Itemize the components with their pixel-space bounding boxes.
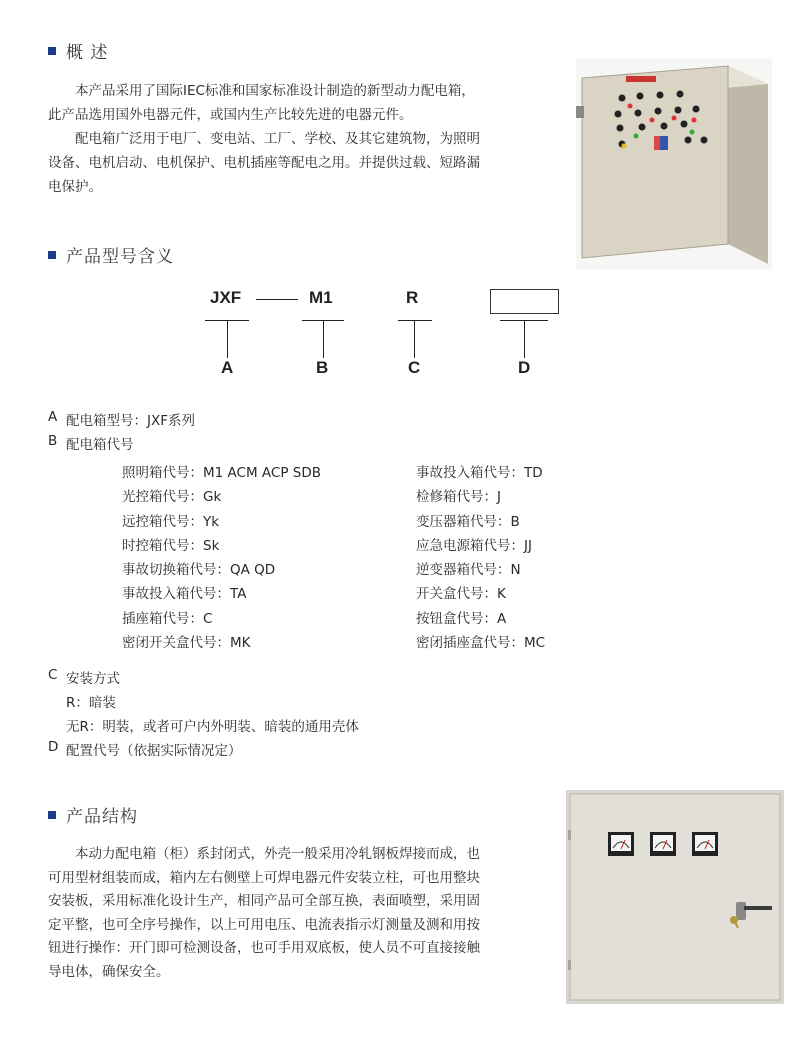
bracket-d-stem — [524, 320, 525, 358]
overview-paragraph — [48, 79, 548, 199]
box-codes-right-column — [416, 461, 545, 655]
box-code-item: 密闭开关盒代号：MK — [122, 635, 251, 652]
box-code-item: 照明箱代号：M1 ACM ACP SDB — [122, 465, 321, 481]
box-code-item: 应急电源箱代号：JJ — [416, 537, 532, 554]
product-photo-cabinet — [566, 790, 784, 1004]
def-letter-d: D — [48, 739, 59, 755]
bracket-c — [398, 320, 432, 321]
box-code-item: 逆变器箱代号：N — [416, 562, 521, 579]
overview-line: 配电箱广泛用于电厂、变电站、工厂、学校、及其它建筑物，为照明 — [75, 131, 480, 147]
structure-line: 定平整，也可全序号操作，以上可用电压、电流表指示灯测量及测和用按 — [48, 916, 480, 933]
model-letter-d: D — [518, 358, 531, 377]
structure-title: 产品结构 — [66, 807, 138, 827]
distribution-box-illustration — [576, 58, 772, 270]
meter-gauges — [608, 832, 718, 856]
structure-line: 本动力配电箱（柜）系封闭式，外壳一般采用冷轧钢板焊接而成，也 — [75, 846, 480, 862]
structure-line: 钮进行操作：开门即可检测设备，也可手用双底板，使人员不可直接接触 — [48, 940, 480, 956]
box-code-item: 事故切换箱代号：QA QD — [122, 562, 276, 579]
def-letter-b: B — [48, 433, 58, 449]
bracket-a-stem — [227, 320, 228, 358]
model-title: 产品型号含义 — [66, 247, 174, 267]
product-photo-distribution-box — [576, 58, 772, 270]
def-letter-c: C — [48, 667, 58, 683]
box-code-item: 开关盒代号：K — [416, 586, 506, 603]
box-code-item: 事故投入箱代号：TD — [416, 465, 543, 481]
section-marker-icon — [48, 251, 56, 259]
overview-line: 设备、电机启动、电机保护、电机插座等配电之用。并提供过载、短路漏 — [48, 155, 480, 171]
box-code-item: 检修箱代号：J — [416, 489, 501, 506]
overview-line: 此产品选用国外电器元件，或国内生产比较先进的电器元件。 — [48, 107, 413, 123]
overview-line: 电保护。 — [48, 179, 102, 195]
overview-title: 概 述 — [66, 43, 109, 63]
section-marker-icon — [48, 47, 56, 55]
def-install-recessed: R：暗装 — [66, 695, 116, 711]
section-marker-icon — [48, 811, 56, 819]
box-code-item: 密闭插座盒代号：MC — [416, 635, 546, 652]
box-code-item: 插座箱代号：C — [122, 610, 213, 627]
box-code-item: 光控箱代号：Gk — [122, 489, 222, 506]
box-code-item: 事故投入箱代号：TA — [122, 586, 247, 603]
box-code-item: 远控箱代号：Yk — [122, 513, 220, 530]
def-text-a: 配电箱型号：JXF系列 — [66, 413, 195, 429]
structure-line: 导电体，确保安全。 — [48, 963, 170, 980]
def-text-b: 配电箱代号 — [66, 437, 134, 453]
model-code-jxf: JXF — [210, 288, 242, 307]
model-letter-b: B — [316, 358, 329, 377]
section-title-structure — [48, 802, 138, 827]
overview-line: 本产品采用了国际IEC标准和国家标准设计制造的新型动力配电箱， — [75, 83, 475, 99]
box-code-item: 按钮盒代号：A — [416, 610, 507, 627]
box-codes-left-column — [122, 461, 321, 655]
model-code-config-box — [490, 289, 559, 314]
def-text-c: 安装方式 — [66, 671, 120, 687]
box-code-item: 变压器箱代号：B — [416, 513, 520, 530]
def-text-d: 配置代号（依据实际情况定） — [66, 743, 242, 759]
cabinet-illustration — [566, 790, 784, 1004]
structure-paragraph — [48, 843, 548, 984]
model-letter-c: C — [408, 358, 421, 377]
section-title-overview — [48, 38, 108, 63]
bracket-c-stem — [414, 320, 415, 358]
model-code-m1: M1 — [309, 288, 333, 307]
model-dash — [256, 299, 298, 300]
box-code-item: 时控箱代号：Sk — [122, 537, 220, 554]
structure-line: 可用型材组装而成，箱内左右侧壁上可焊电器元件安装立柱，可也用整块 — [48, 869, 480, 886]
model-letter-a: A — [221, 358, 234, 377]
structure-line: 安装板，采用标准化设计生产，相同产品可全部互换，表面喷塑，采用固 — [48, 893, 480, 909]
section-title-model — [48, 242, 174, 267]
def-letter-a: A — [48, 409, 58, 425]
bracket-b-stem — [323, 320, 324, 358]
model-code-r: R — [406, 288, 419, 307]
def-install-surface: 无R：明装，或者可户内外明装、暗装的通用壳体 — [66, 719, 359, 735]
